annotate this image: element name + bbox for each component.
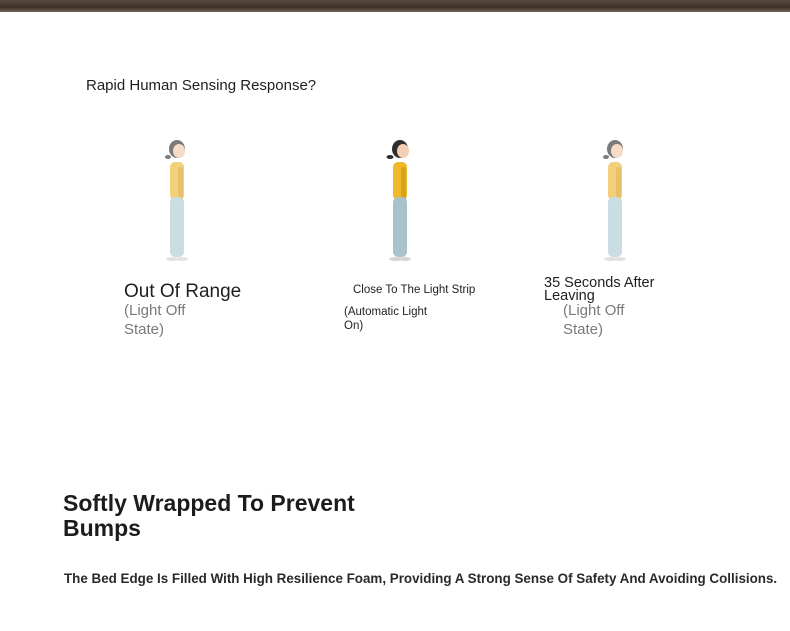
state-subtitle-out-of-range: (Light Off State)	[124, 302, 186, 338]
state-title-out-of-range: Out Of Range	[124, 281, 242, 302]
state-title-after-leaving: 35 Seconds After Leaving	[544, 275, 655, 304]
state-subtitle-close: (Automatic Light On)	[344, 306, 428, 332]
top-wood-banner	[0, 0, 790, 12]
section-title: Rapid Human Sensing Response?	[86, 77, 317, 94]
person-after-leaving-icon	[596, 137, 636, 265]
state-subtitle-after-leaving: (Light Off State)	[563, 302, 625, 338]
feature-heading: Softly Wrapped To Prevent Bumps	[63, 490, 355, 541]
feature-description: The Bed Edge Is Filled With High Resilience Foam, Providing A Strong Sense Of Safety And Avoiding Collisions.	[64, 571, 778, 586]
person-out-of-range-icon	[158, 137, 198, 265]
person-close-icon	[381, 137, 421, 265]
state-title-close: Close To The Light Strip	[353, 284, 476, 296]
